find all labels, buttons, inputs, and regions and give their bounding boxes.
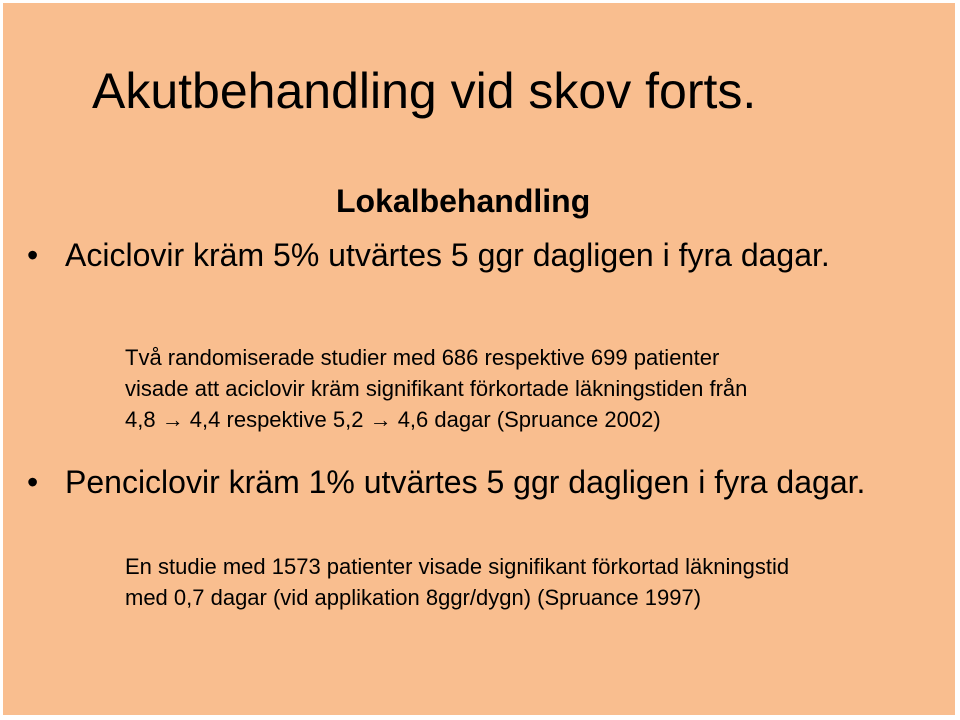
- note-line: med 0,7 dagar (vid applikation 8ggr/dygn) (Spruance 1997): [125, 585, 702, 610]
- slide-title: Akutbehandling vid skov forts.: [92, 63, 757, 119]
- note-line: visade att aciclovir kräm signifikant förkortade läkningstiden från: [125, 376, 748, 401]
- note-line: En studie med 1573 patienter visade signifikant förkortad läkningstid: [125, 554, 790, 579]
- bullet-note-aciclovir: [125, 342, 747, 435]
- bullet-icon: •: [27, 464, 39, 500]
- bullet-text: Aciclovir kräm 5% utvärtes 5 ggr dagligen i fyra dagar.: [65, 237, 830, 273]
- bullet-item-aciclovir: [27, 234, 915, 276]
- bullet-item-penciclovir: [27, 461, 915, 503]
- bullet-icon: •: [27, 237, 39, 273]
- note-line: 4,8 → 4,4 respektive 5,2 → 4,6 dagar (Spruance 2002): [125, 407, 661, 432]
- bullet-text: Penciclovir kräm 1% utvärtes 5 ggr dagligen i fyra dagar.: [65, 464, 866, 500]
- slide: [3, 3, 955, 715]
- section-heading: Lokalbehandling: [336, 183, 591, 219]
- bullet-note-penciclovir: [125, 551, 789, 613]
- note-line: Två randomiserade studier med 686 respektive 699 patienter: [125, 345, 720, 370]
